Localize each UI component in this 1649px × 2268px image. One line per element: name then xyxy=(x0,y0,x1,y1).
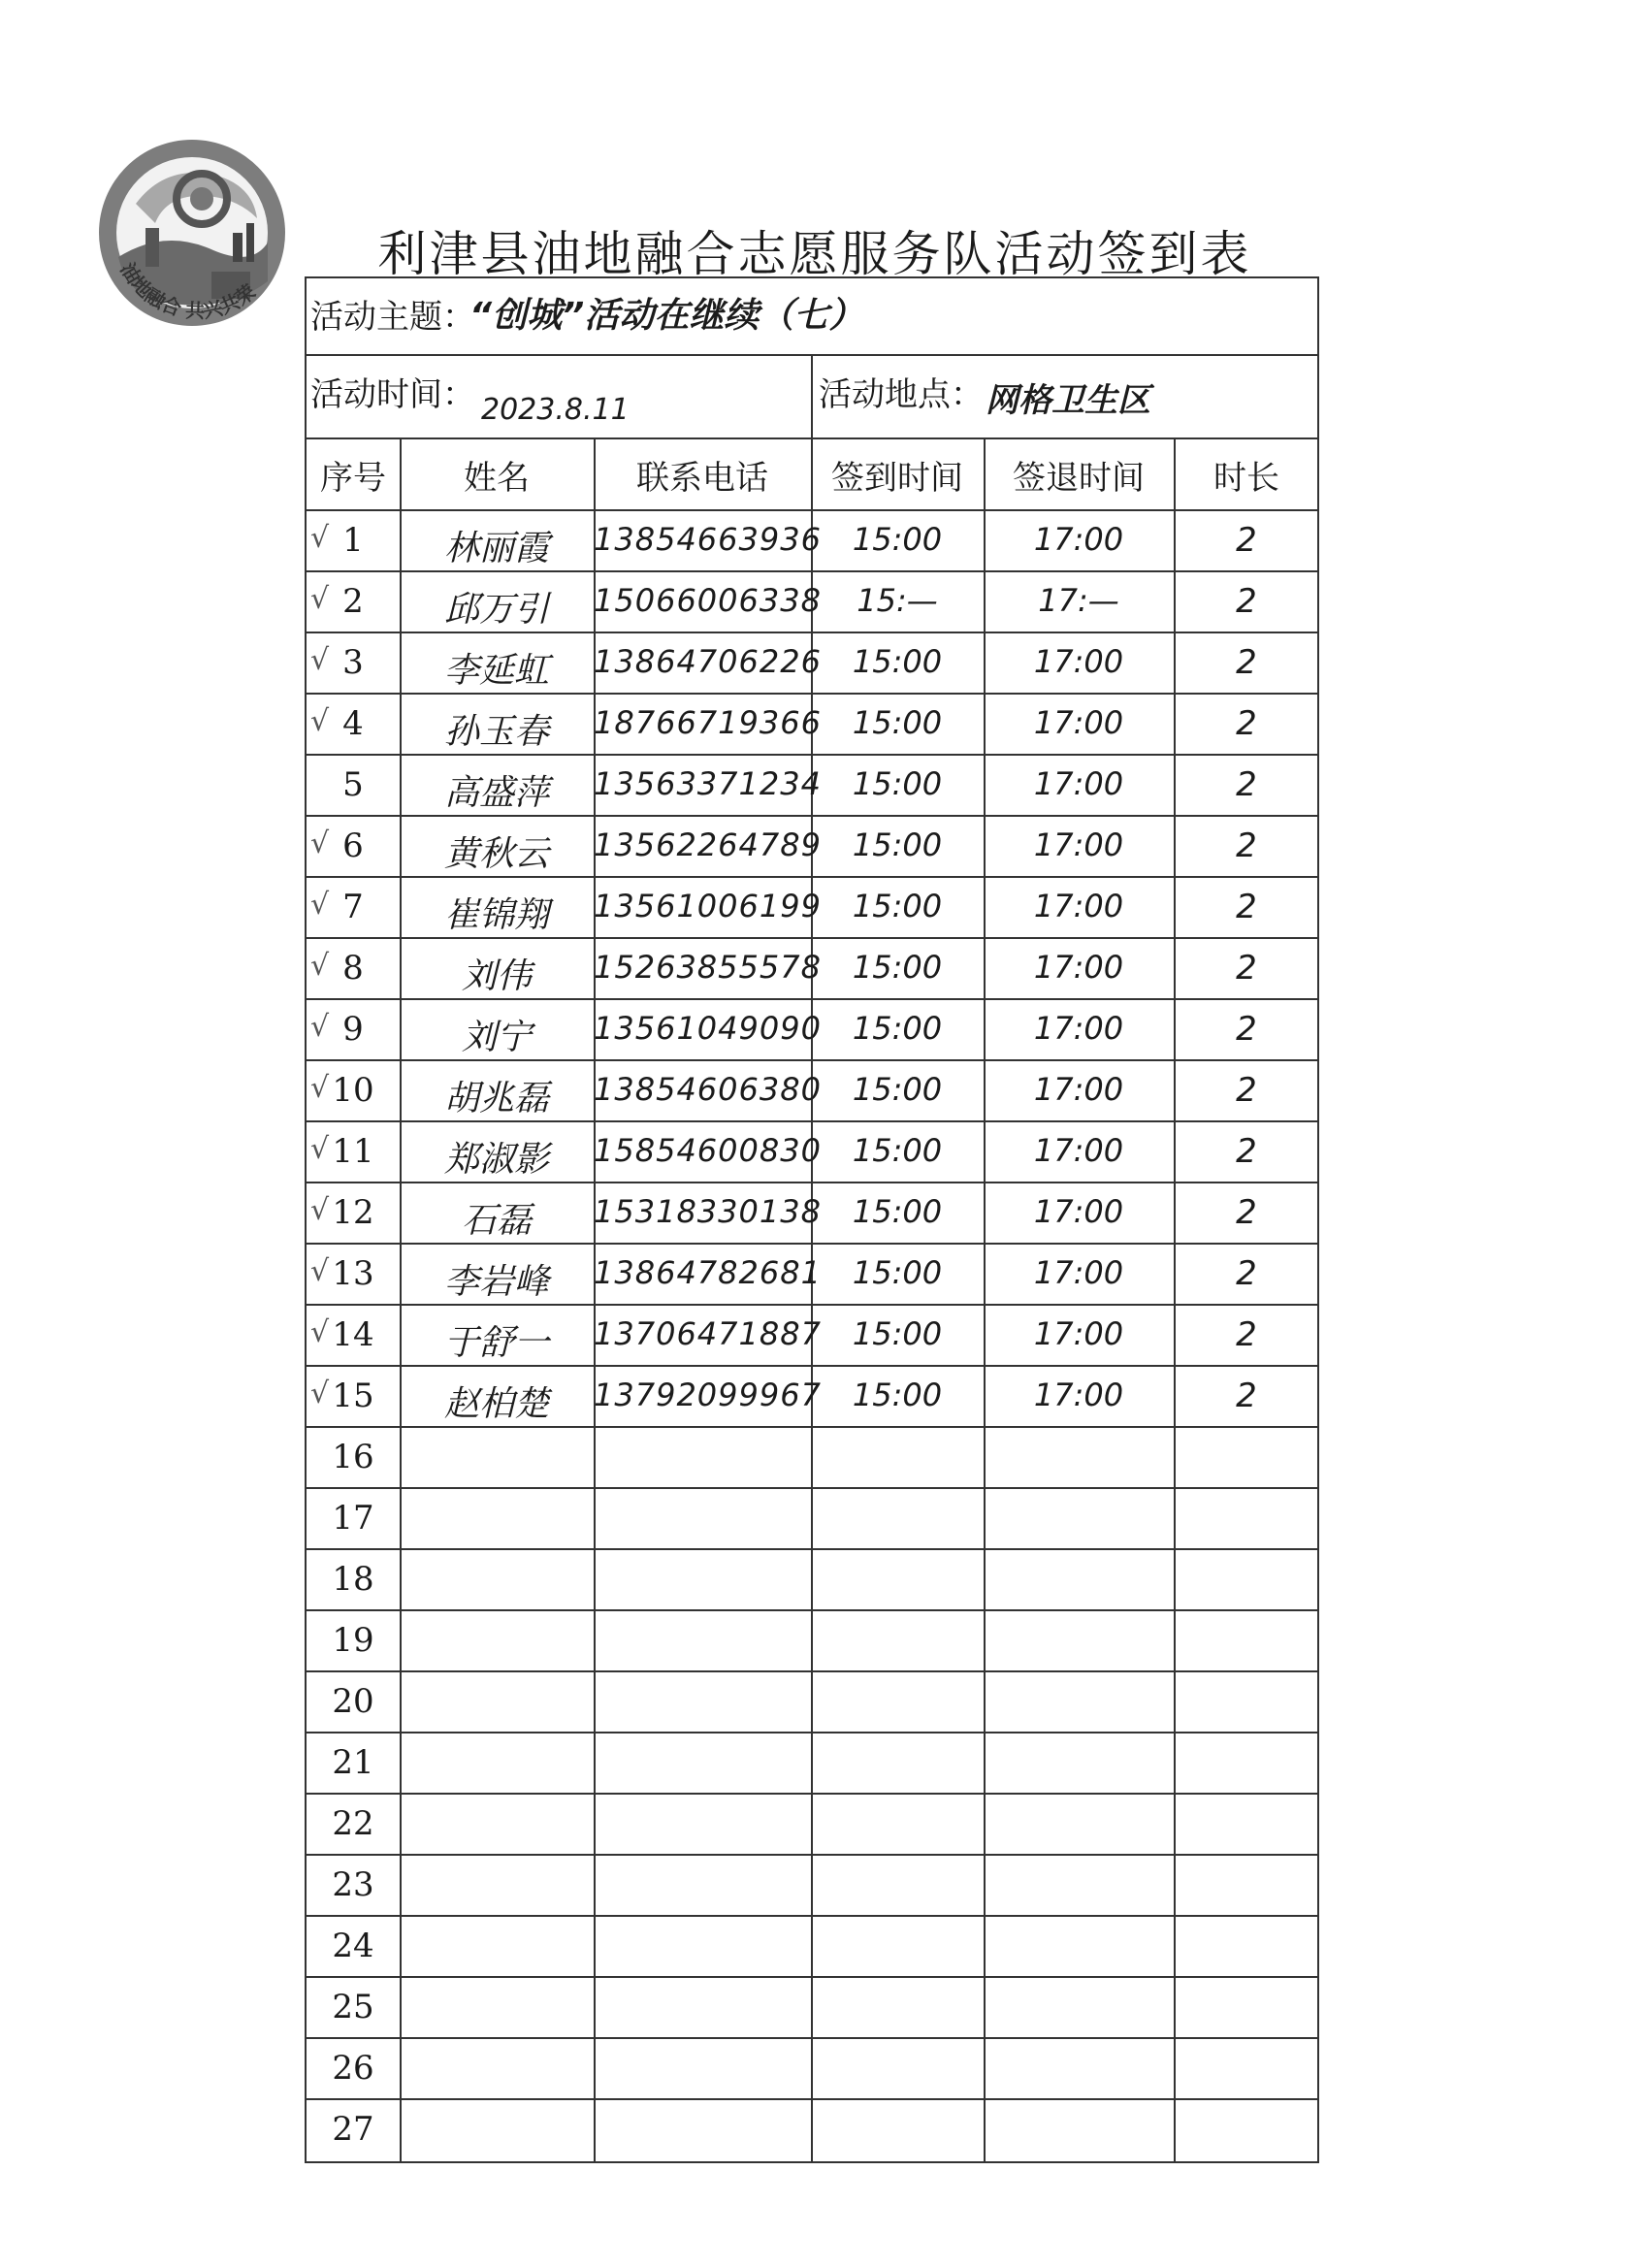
duration: 2 xyxy=(1236,1193,1257,1232)
table-row xyxy=(307,1609,1317,1670)
check-mark-icon: √ xyxy=(310,1010,330,1044)
table-row xyxy=(307,937,1317,998)
sign-out-time: 17:00 xyxy=(1033,1193,1124,1230)
row-number: 12 xyxy=(332,1193,374,1232)
table-row xyxy=(307,754,1317,815)
row-number: 18 xyxy=(332,1560,374,1599)
header-sign-out: 签退时间 xyxy=(1013,459,1145,498)
time-label: 活动时间： xyxy=(310,375,475,414)
row-number: 25 xyxy=(332,1988,374,2026)
volunteer-name: 李延虹 xyxy=(443,651,549,691)
duration: 2 xyxy=(1236,704,1257,743)
topic-value: “创城”活动在继续（七） xyxy=(469,296,864,336)
phone-number: 13706471887 xyxy=(594,1315,822,1352)
table-row xyxy=(307,1426,1317,1487)
header-no: 序号 xyxy=(320,459,386,498)
phone-number: 15318330138 xyxy=(594,1193,822,1230)
table-row xyxy=(307,1732,1317,1793)
row-number: 22 xyxy=(332,1804,374,1843)
table-row xyxy=(307,1915,1317,1976)
check-mark-icon: √ xyxy=(310,521,330,555)
header-sign-in: 签到时间 xyxy=(831,459,963,498)
volunteer-name: 林丽霞 xyxy=(443,529,549,568)
table-row xyxy=(307,570,1317,632)
duration: 2 xyxy=(1236,1315,1257,1354)
row-number: 8 xyxy=(342,949,364,988)
table-row xyxy=(307,1120,1317,1182)
check-mark-icon: √ xyxy=(310,826,330,860)
duration: 2 xyxy=(1236,1132,1257,1171)
row-number: 3 xyxy=(342,643,364,682)
check-mark-icon: √ xyxy=(310,643,330,677)
row-number: 7 xyxy=(342,888,364,926)
volunteer-name: 高盛萍 xyxy=(443,773,549,813)
sign-out-time: 17:00 xyxy=(1033,888,1124,924)
sign-out-time: 17:00 xyxy=(1033,704,1124,741)
volunteer-name: 刘宁 xyxy=(461,1018,532,1057)
table-row xyxy=(307,509,1317,570)
phone-number: 13561049090 xyxy=(594,1010,822,1047)
row-number: 20 xyxy=(332,1682,374,1721)
row-number: 5 xyxy=(342,765,364,804)
row-number: 27 xyxy=(332,2110,374,2149)
topic-label: 活动主题： xyxy=(310,298,475,337)
table-row xyxy=(307,1243,1317,1304)
place-label: 活动地点： xyxy=(819,375,984,414)
row-number: 10 xyxy=(332,1071,374,1110)
row-number: 24 xyxy=(332,1927,374,1965)
table-row xyxy=(307,2098,1317,2159)
duration: 2 xyxy=(1236,1377,1257,1415)
duration: 2 xyxy=(1236,1254,1257,1293)
sign-out-time: 17:00 xyxy=(1033,949,1124,986)
page-title: 利津县油地融合志愿服务队活动签到表 xyxy=(377,226,1252,282)
table-row xyxy=(307,1670,1317,1732)
organization-logo xyxy=(97,136,291,369)
header-name: 姓名 xyxy=(464,459,530,498)
sign-in-time: 15:00 xyxy=(852,1071,943,1108)
phone-number: 13561006199 xyxy=(594,888,822,924)
sign-in-time: 15:00 xyxy=(852,1377,943,1413)
duration: 2 xyxy=(1236,1010,1257,1049)
sign-out-time: 17:00 xyxy=(1033,521,1124,558)
place-value: 网格卫生区 xyxy=(986,381,1150,420)
volunteer-name: 赵柏楚 xyxy=(443,1384,549,1424)
sign-in-time: 15:00 xyxy=(852,1254,943,1291)
duration: 2 xyxy=(1236,826,1257,865)
table-row xyxy=(307,1548,1317,1609)
volunteer-name: 黄秋云 xyxy=(443,834,549,874)
phone-number: 13792099967 xyxy=(594,1377,822,1413)
phone-number: 13864706226 xyxy=(594,643,822,680)
duration: 2 xyxy=(1236,888,1257,926)
table-row xyxy=(307,1854,1317,1915)
table-row xyxy=(307,1976,1317,2037)
table-row xyxy=(307,876,1317,937)
table-row xyxy=(307,815,1317,876)
sign-out-time: 17:00 xyxy=(1033,1254,1124,1291)
phone-number: 15066006338 xyxy=(594,582,822,619)
row-number: 17 xyxy=(332,1499,374,1538)
duration: 2 xyxy=(1236,582,1257,621)
check-mark-icon: √ xyxy=(310,1132,330,1166)
check-mark-icon: √ xyxy=(310,1071,330,1105)
sign-in-time: 15:00 xyxy=(852,643,943,680)
table-row xyxy=(307,632,1317,693)
divider xyxy=(811,354,813,437)
logo-arc-text: 油地融合 共兴共荣 xyxy=(115,258,260,323)
check-mark-icon: √ xyxy=(310,1254,330,1288)
phone-number: 15263855578 xyxy=(594,949,822,986)
sign-out-time: 17:00 xyxy=(1033,1377,1124,1413)
row-number: 13 xyxy=(332,1254,374,1293)
row-number: 9 xyxy=(342,1010,364,1049)
row-number: 6 xyxy=(342,826,364,865)
volunteer-name: 石磊 xyxy=(461,1201,532,1241)
check-mark-icon: √ xyxy=(310,1377,330,1410)
time-value: 2023.8.11 xyxy=(481,393,630,427)
row-number: 11 xyxy=(332,1132,374,1171)
row-number: 2 xyxy=(342,582,364,621)
sign-out-time: 17:00 xyxy=(1033,1132,1124,1169)
phone-number: 13563371234 xyxy=(594,765,822,802)
phone-number: 13854606380 xyxy=(594,1071,822,1108)
table-row xyxy=(307,1304,1317,1365)
sign-in-time: 15:00 xyxy=(852,888,943,924)
sign-in-sheet xyxy=(305,276,1319,2163)
sign-out-time: 17:00 xyxy=(1033,765,1124,802)
table-row xyxy=(307,998,1317,1059)
row-number: 26 xyxy=(332,2049,374,2088)
sign-in-time: 15:00 xyxy=(852,949,943,986)
table-row xyxy=(307,1182,1317,1243)
sign-out-time: 17:00 xyxy=(1033,643,1124,680)
row-number: 1 xyxy=(342,521,364,560)
header-duration: 时长 xyxy=(1213,459,1279,498)
header-phone: 联系电话 xyxy=(636,459,768,498)
table-row xyxy=(307,1365,1317,1426)
volunteer-name: 邱万引 xyxy=(443,590,549,630)
volunteer-name: 于舒一 xyxy=(443,1323,549,1363)
volunteer-name: 崔锦翔 xyxy=(443,895,549,935)
volunteer-name: 孙玉春 xyxy=(443,712,549,752)
row-number: 21 xyxy=(332,1743,374,1782)
check-mark-icon: √ xyxy=(310,582,330,616)
row-number: 23 xyxy=(332,1865,374,1904)
sign-in-time: 15:— xyxy=(857,582,938,619)
duration: 2 xyxy=(1236,521,1257,560)
phone-number: 15854600830 xyxy=(594,1132,822,1169)
table-row xyxy=(307,693,1317,754)
table-row xyxy=(307,1793,1317,1854)
check-mark-icon: √ xyxy=(310,1315,330,1349)
sign-in-time: 15:00 xyxy=(852,1132,943,1169)
check-mark-icon: √ xyxy=(310,888,330,922)
sign-in-time: 15:00 xyxy=(852,521,943,558)
sign-in-time: 15:00 xyxy=(852,765,943,802)
duration: 2 xyxy=(1236,949,1257,988)
volunteer-name: 郑淑影 xyxy=(443,1140,549,1180)
phone-number: 13864782681 xyxy=(594,1254,822,1291)
sign-in-time: 15:00 xyxy=(852,1010,943,1047)
row-number: 15 xyxy=(332,1377,374,1415)
check-mark-icon: √ xyxy=(310,1193,330,1227)
volunteer-name: 李岩峰 xyxy=(443,1262,549,1302)
check-mark-icon: √ xyxy=(310,949,330,983)
sign-out-time: 17:00 xyxy=(1033,1315,1124,1352)
row-number: 19 xyxy=(332,1621,374,1660)
sign-out-time: 17:00 xyxy=(1033,1010,1124,1047)
sign-in-time: 15:00 xyxy=(852,704,943,741)
sign-out-time: 17:00 xyxy=(1033,826,1124,863)
phone-number: 13854663936 xyxy=(594,521,822,558)
table-row xyxy=(307,1059,1317,1120)
sign-in-time: 15:00 xyxy=(852,1315,943,1352)
volunteer-name: 胡兆磊 xyxy=(443,1079,549,1118)
duration: 2 xyxy=(1236,765,1257,804)
sign-out-time: 17:00 xyxy=(1033,1071,1124,1108)
row-number: 4 xyxy=(342,704,364,743)
sign-in-time: 15:00 xyxy=(852,826,943,863)
duration: 2 xyxy=(1236,643,1257,682)
sign-in-time: 15:00 xyxy=(852,1193,943,1230)
sign-out-time: 17:— xyxy=(1038,582,1119,619)
duration: 2 xyxy=(1236,1071,1257,1110)
check-mark-icon: √ xyxy=(310,704,330,738)
table-row xyxy=(307,1487,1317,1548)
table-row xyxy=(307,2037,1317,2098)
phone-number: 13562264789 xyxy=(594,826,822,863)
row-number: 16 xyxy=(332,1438,374,1476)
row-number: 14 xyxy=(332,1315,374,1354)
phone-number: 18766719366 xyxy=(594,704,822,741)
volunteer-name: 刘伟 xyxy=(461,956,532,996)
